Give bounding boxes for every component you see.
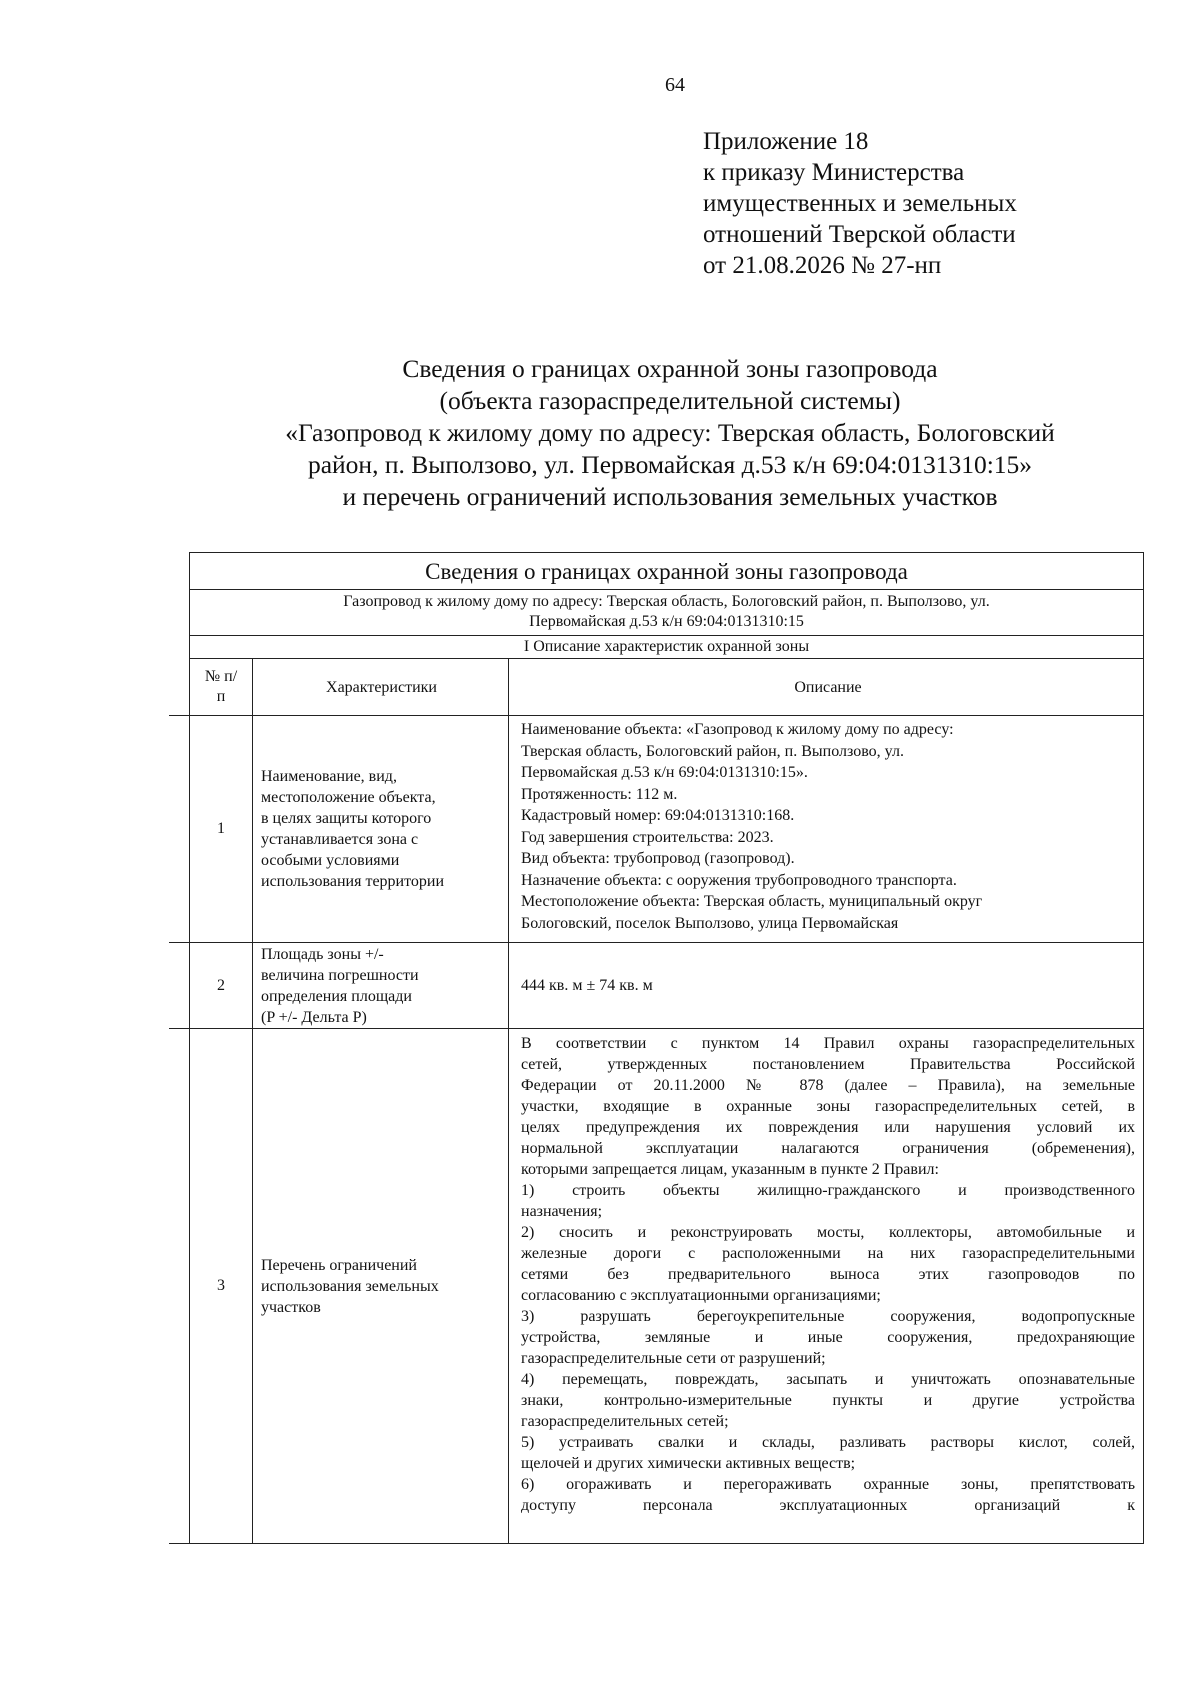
row-number: 2: [189, 943, 253, 1028]
table-header-row: [169, 659, 1144, 716]
description-line: устройства, земляные и иные сооружения, предохраняющие: [521, 1329, 1135, 1346]
description-line: нормальной эксплуатации налагаются ограничения (обременения),: [521, 1140, 1135, 1157]
section-title: I Описание характеристик охранной зоны: [189, 636, 1144, 659]
appendix-line: Приложение 18: [703, 128, 869, 155]
description-line: газораспределительные сети от разрушений;: [521, 1350, 826, 1367]
appendix-line: от 21.08.2026 № 27-нп: [703, 252, 942, 279]
row-description: [509, 1029, 1143, 1543]
characteristic-line: (P +/- Дельта P): [261, 1008, 367, 1026]
description-line: назначения;: [521, 1203, 603, 1220]
description-line: железные дороги с расположенными на них газораспределительными: [521, 1245, 1135, 1262]
description-line: Наименование объекта: «Газопровод к жилому дому по адресу:: [521, 721, 954, 738]
characteristic-line: в целях защиты которого: [261, 810, 432, 827]
appendix-header: [703, 126, 1017, 281]
description-line: Местоположение объекта: Тверская область, муниципальный округ: [521, 893, 983, 910]
description-line: 4) перемещать, повреждать, засыпать и уничтожать опознавательные: [521, 1371, 1135, 1388]
title-line: «Газопровод к жилому дому по адресу: Тверская область, Бологовский: [285, 418, 1055, 447]
row-characteristic: [253, 943, 509, 1028]
row-description: [509, 943, 1143, 1028]
row-number: 3: [189, 1029, 253, 1543]
characteristic-line: местоположение объекта,: [261, 789, 436, 806]
protection-zone-table: [169, 552, 1144, 1544]
page-number: 64: [665, 74, 685, 96]
row-number: 1: [189, 716, 253, 942]
characteristic-line: Наименование, вид,: [261, 768, 397, 785]
characteristic-line: использования территории: [261, 873, 445, 890]
description-line: Федерации от 20.11.2000 № 878 (далее – Правила), на земельные: [521, 1077, 1135, 1094]
object-name: [189, 590, 1144, 636]
appendix-line: отношений Тверской области: [703, 221, 1016, 248]
characteristic-line: определения площади: [261, 987, 412, 1005]
description-line: 444 кв. м ± 74 кв. м: [521, 977, 653, 995]
column-header-num: [189, 659, 253, 715]
row-characteristic: [253, 716, 509, 942]
title-line: Сведения о границах охранной зоны газопровода: [402, 354, 938, 383]
description-line: Кадастровый номер: 69:04:0131310:168.: [521, 807, 795, 824]
description-line: щелочей и других химически активных веществ;: [521, 1455, 856, 1472]
description-line: 1) строить объекты жилищно-гражданского и производственного: [521, 1182, 1135, 1199]
object-name-line: Первомайская д.53 к/н 69:04:0131310:15: [529, 613, 804, 630]
table-heading: Сведения о границах охранной зоны газопровода: [189, 552, 1144, 590]
title-line: (объекта газораспределительной системы): [439, 386, 901, 415]
description-line: сетей, утвержденных постановлением Правительства Российской: [521, 1056, 1135, 1073]
row-description: [509, 716, 1143, 942]
description-line: доступу персонала эксплуатационных организаций к: [521, 1497, 1135, 1514]
description-line: целях предупреждения их повреждения или нарушения условий их: [521, 1119, 1135, 1136]
characteristic-line: устанавливается зона с: [261, 831, 419, 848]
title-line: и перечень ограничений использования земельных участков: [342, 482, 998, 511]
table-row: [169, 716, 1144, 943]
row-characteristic: [253, 1029, 509, 1543]
title-line: район, п. Выползово, ул. Первомайская д.53 к/н 69:04:0131310:15»: [307, 450, 1033, 479]
description-line: Год завершения строительства: 2023.: [521, 828, 774, 846]
description-line: Бологовский, поселок Выползово, улица Первомайская: [521, 914, 899, 932]
characteristic-line: участков: [261, 1298, 321, 1316]
description-line: 3) разрушать берегоукрепительные сооружения, водопропускные: [521, 1308, 1135, 1325]
appendix-line: имущественных и земельных: [703, 190, 1017, 217]
description-line: Назначение объекта: с ооружения трубопроводного транспорта.: [521, 871, 957, 889]
appendix-line: к приказу Министерства: [703, 159, 965, 186]
table-row: [169, 943, 1144, 1029]
description-line: сетями без предварительного выноса этих газопроводов по: [521, 1266, 1135, 1283]
characteristic-line: величина погрешности: [261, 966, 419, 984]
characteristic-line: особыми условиями: [261, 852, 400, 869]
object-name-line: Газопровод к жилому дому по адресу: Тверская область, Бологовский район, п. Выползово, ул.: [343, 593, 990, 610]
characteristic-line: Площадь зоны +/-: [261, 945, 384, 963]
table-row: [169, 1029, 1144, 1544]
description-line: участки, входящие в охранные зоны газораспределительных сетей, в: [521, 1098, 1135, 1115]
description-line: согласованию с эксплуатационными организациями;: [521, 1287, 881, 1304]
column-header-characteristic: Характеристики: [253, 659, 509, 715]
description-line: В соответствии с пунктом 14 Правил охраны газораспределительных: [521, 1035, 1135, 1052]
document-title: [215, 353, 1125, 513]
column-header-num-label: № п/п: [204, 668, 238, 705]
description-line: Протяженность: 112 м.: [521, 785, 678, 803]
description-line: Тверская область, Бологовский район, п. Выползово, ул.: [521, 742, 904, 760]
description-line: знаки, контрольно-измерительные пункты и другие устройства: [521, 1392, 1135, 1409]
column-header-description: Описание: [794, 678, 862, 696]
characteristic-line: Перечень ограничений: [261, 1256, 417, 1274]
description-line: которыми запрещается лицам, указанным в пункте 2 Правил:: [521, 1161, 939, 1178]
description-line: газораспределительных сетей;: [521, 1413, 729, 1430]
description-line: 5) устраивать свалки и склады, разливать растворы кислот, солей,: [521, 1434, 1135, 1451]
description-line: 2) сносить и реконструировать мосты, коллекторы, автомобильные и: [521, 1224, 1135, 1241]
description-line: Вид объекта: трубопровод (газопровод).: [521, 850, 795, 867]
characteristic-line: использования земельных: [261, 1277, 439, 1295]
description-line: 6) огораживать и перегораживать охранные зоны, препятствовать: [521, 1476, 1135, 1493]
description-line: Первомайская д.53 к/н 69:04:0131310:15».: [521, 764, 808, 781]
